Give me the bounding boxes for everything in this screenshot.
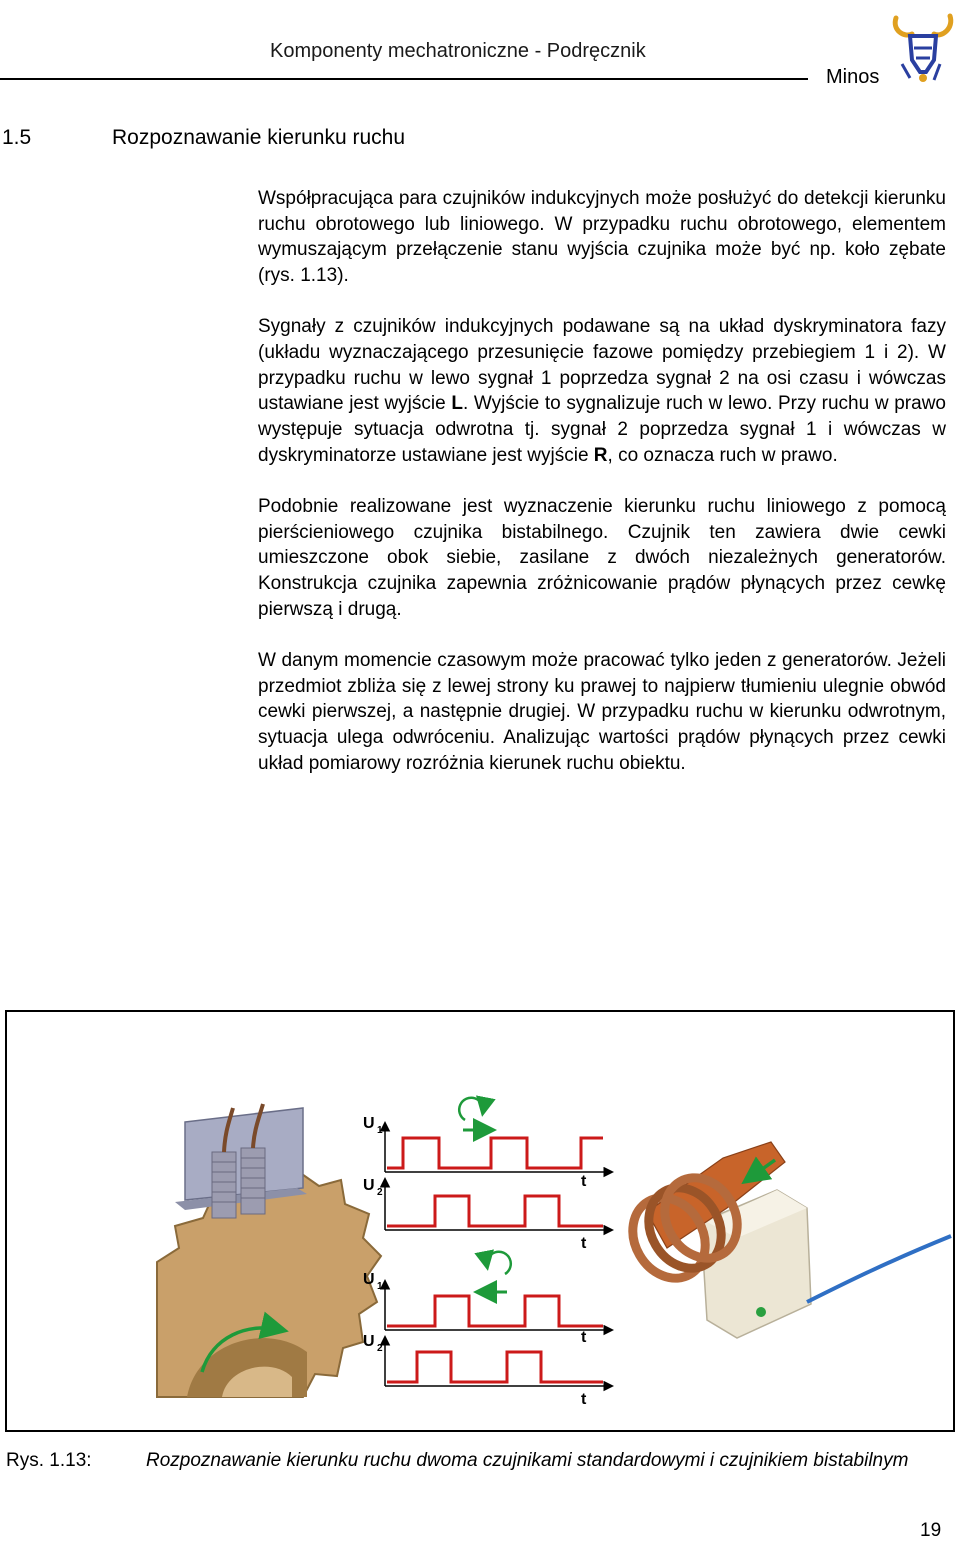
paragraph-3: Podobnie realizowane jest wyznaczenie kierunku ruchu liniowego z pomocą pierścieniowego czujnika bistabilnego. Czujnik ten zawiera dwie cewki umieszczone obok siebie, zasilane z dwóch niezależnych generatorów. Konstrukcja czujnika zapewnia zróżnicowanie prądów płynących przez cewkę pierwszą i drugą.: [258, 496, 946, 620]
section-title: Rozpoznawanie kierunku ruchu: [112, 126, 406, 149]
page-number: 19: [920, 1520, 942, 1541]
paragraph-2-part-e: , co oznacza ruch w prawo.: [607, 444, 838, 466]
output-l-label: L: [451, 393, 463, 415]
figure-box: [5, 1010, 955, 1432]
paragraph-2-part-c: . Wyjście to sygnalizuje ruch w lewo. Przy ruchu w prawo występuje sytuacja odwrotna tj. sygnał 2 poprzedza sygnał 1 i wówczas w dyskryminatorze ustawiane jest wyjście: [258, 393, 946, 466]
label-t-1: t: [581, 1173, 587, 1190]
header-title: Komponenty mechatroniczne - Podręcznik: [270, 40, 646, 62]
header-rule: [0, 78, 808, 80]
label-u1-bottom: U: [363, 1271, 375, 1288]
label-u2-bottom: U: [363, 1333, 375, 1350]
signal-u2-right: [387, 1196, 603, 1226]
label-t-3: t: [581, 1329, 587, 1346]
signal-u1-left: [387, 1296, 603, 1326]
signal-u2-left: [387, 1352, 603, 1382]
header-brand: Minos: [826, 66, 880, 88]
signal-u1-right: [387, 1138, 603, 1168]
label-u2-top-sub: 2: [377, 1187, 383, 1198]
minos-logo: [890, 8, 956, 88]
label-u1-bottom-sub: 1: [377, 1281, 383, 1292]
paragraph-4: W danym momencie czasowym może pracować tylko jeden z generatorów. Jeżeli przedmiot zbliża się z lewej strony ku prawej to najpierw tłumieniu ulegnie obwód cewki pierwszej, a następnie drugiej. W przypadku ruchu w kierunku odwrotnym, sytuacja ulega odwróceniu. Analizując wartości prądów płynących przez cewki układ pomiarowy rozróżnia kierunek ruchu obiektu.: [258, 650, 946, 774]
caption-label: Rys. 1.13:: [6, 1450, 92, 1471]
output-r-label: R: [593, 444, 608, 466]
signal-diagram: [363, 1098, 611, 1408]
paragraph-2: [258, 314, 946, 468]
label-u1-top: U: [363, 1115, 375, 1132]
figure-illustration: [7, 1012, 953, 1430]
label-t-2: t: [581, 1235, 587, 1252]
section-heading: [0, 126, 405, 150]
label-u2-top: U: [363, 1177, 375, 1194]
label-t-4: t: [581, 1391, 587, 1408]
label-u2-bottom-sub: 2: [377, 1343, 383, 1354]
paragraph-1: Współpracująca para czujników indukcyjnych może posłużyć do detekcji kierunku ruchu obrotowego lub liniowego. W przypadku ruchu obrotowego, elementem wymuszającym przełączenie stanu wyjścia czujnika może być np. koło zębate (rys. 1.13).: [258, 188, 946, 287]
bistable-ring-sensor: [619, 1142, 951, 1338]
label-u1-top-sub: 1: [377, 1125, 383, 1136]
paragraph-2-part-a: Sygnały z czujników indukcyjnych podawane są na układ dyskryminatora fazy (układu wyznaczającego przesunięcie fazowe pomiędzy przebiegiem 1 i 2). W przypadku ruchu w lewo sygnał 1 poprzedza sygnał 2 na osi czasu i wówczas ustawiane jest wyjście: [258, 316, 946, 415]
caption-text: Rozpoznawanie kierunku ruchu dwoma czujnikami standardowymi i czujnikiem bistabilnym: [146, 1450, 909, 1471]
section-number: 1.5: [2, 126, 32, 149]
body-text: [258, 186, 946, 802]
